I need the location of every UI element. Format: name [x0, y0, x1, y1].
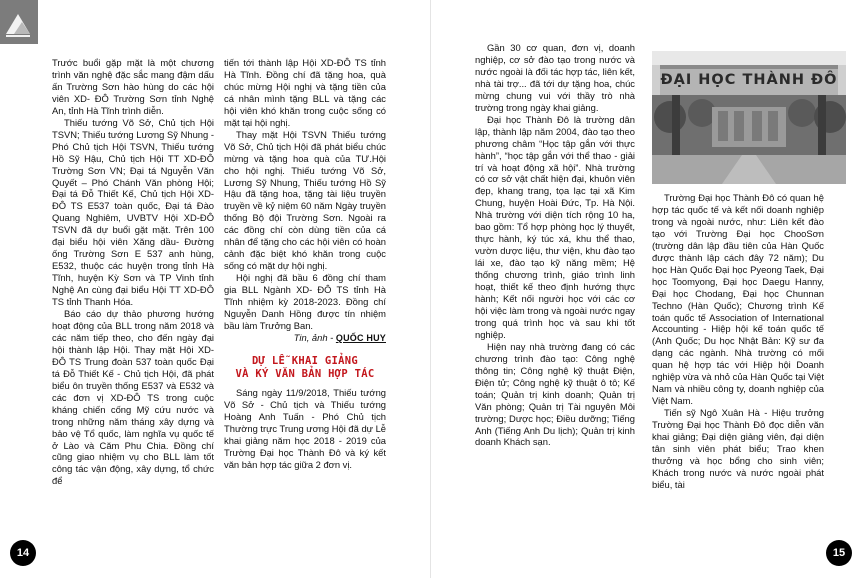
paragraph: Trường Đại học Thành Đô có quan hệ hợp tác quốc tế và kết nối doanh nghiệp trong và ngoài nước, như: Liên kết đào tạo với Trường Đại học ChooSơn (trường dân lập đầu tiên của Hàn Quốc được thành lập cách đây 72 năm); Du học Hàn Quốc Đại học Pyeong Taek, Đại học Toomyong, Đại học Daegu Hanny, Đại học Chodang, Đại học Chunnan Techno (Hàn Quốc); Chương trình Kế toán quốc tế Association of International Accounting - Hiệp hội kế toán quốc tế (Anh Quốc; Du học Nhật Bản: Kỹ sư đa dạng các ngành. Nhà trường có mối quan hệ hợp tác với Hiệp hội Doanh nghiệp vừa và nhỏ của Hàn Quốc tại Việt Nam và nhiều công ty, doanh nghiệp của Việt Nam.	[652, 192, 824, 407]
headline-line-1: DỰ LỄ KHAI GIẢNG	[252, 354, 358, 367]
paragraph: Trước buổi gặp mặt là một chương trình văn nghệ đặc sắc mang đậm dấu ấn Trường Sơn hào hùng do các hội viên XD- ĐÔ Trường Sơn tỉnh Nghệ An, tỉnh Hà Tĩnh trình diễn.	[52, 57, 214, 116]
paragraph: tiến tới thành lập Hội XD-ĐÔ TS tỉnh Hà Tĩnh. Đồng chí đã tặng hoa, quà chúc mừng Hội nghị và tặng tiền của cá nhân mình tặng BLL và tặng các hội viên khó khăn trong cuộc sống có mặt tại hội nghị.	[224, 57, 386, 128]
page-number-left: 14	[10, 540, 36, 566]
article-headline	[224, 355, 386, 381]
article-column-3	[475, 42, 635, 448]
corner-emblem	[0, 0, 38, 44]
paragraph: Thiếu tướng Võ Sở, Chủ tịch Hội TSVN; Thiếu tướng Lương Sỹ Nhung - Phó Chủ tịch Hội TSVN, Thiếu tướng Hồ Sỹ Hậu, Chủ tịch Hội TT XD-ĐÔ Trường Sơn VN; Đại tá Nguyễn Văn Quyết – Phó Chánh Văn phòng Hội; Đại tá Đỗ Thiết Kế, Chủ tịch Hội XD-ĐÔ TS E537 toàn quốc, Đại tá Đào Quang Nghiêm, UVBTV Hội XD-ĐÔ TSVN đã dự buổi gặt mặt. Trên 100 đại biểu hội viên Xăng dầu- Đường ống Trường Sơn E 537 anh hùng, E532, thuộc các huyện trong tỉnh Hà Tĩnh, huyện Kỳ Sơn và TP Vinh tỉnh Nghệ An cùng đại biểu Hội TT XD-ĐÔ TS tỉnh Thanh Hóa.	[52, 116, 214, 308]
gate-photo-image	[652, 51, 846, 184]
university-gate-photo	[652, 51, 846, 184]
byline-author: QUỐC HUY	[335, 332, 386, 343]
gate-sign-text: ĐẠI HỌC THÀNH ĐÔ	[660, 72, 838, 88]
byline	[224, 332, 386, 345]
mountain-icon	[0, 0, 38, 44]
article-column-4	[652, 192, 824, 491]
paragraph: Tiến sỹ Ngô Xuân Hà - Hiệu trưởng Trường Đại học Thành Đô đọc diễn văn khai giảng; Đại diện giảng viên, đại diện tân sinh viên phát biểu; Trao khen thưởng và học bổng cho sinh viên; Khách trong nước và nước ngoài phát biểu, tài	[652, 407, 824, 490]
paragraph: Thay mặt Hội TSVN Thiếu tướng Võ Sở, Chủ tịch Hội đã phát biểu chúc mừng và tặng hoa quà của TƯ.Hội cho hội nghị. Thiếu tướng Võ Sở, Lương Sỹ Nhung, Thiếu tướng Hồ Sỹ Hậu đã tặng hoa, tặng tài liệu truyền truyền về kỷ niệm 60 năm Ngày truyền thống Bộ đội Trường Sơn. Ngoài ra các đồng chí còn dùng tiền của cá nhân để tặng cho các hội viên có hoàn cảnh đặc biệt khó khăn trong cuộc sống có mặt dự hội nghị.	[224, 128, 386, 272]
paragraph: Sáng ngày 11/9/2018, Thiếu tướng Võ Sở - Chủ tịch và Thiếu tướng Hoàng Anh Tuấn - Phó Chủ tịch Thường trực Trung ương Hội đã dự Lễ khai giảng năm học 2018 - 2019 của Trường Đại học Thành Đô và ký kết văn bản hợp tác giữa 2 đơn vị.	[224, 386, 386, 470]
paragraph: Báo cáo dự thảo phương hướng hoạt động của BLL trong năm 2018 và các năm tiếp theo, cho đến ngày đại hội thành lập Hội. Thay mặt Hội XD-ĐÔ TS Trung đoàn 537 toàn quốc Đại tá Đỗ Thiết Kế - Chủ tịch Hội, đã phát biểu ôn truyền thống E537 và E532 và các đơn vị XD-ĐÔ TS trong cuộc kháng chiến cống Mỹ cứu nước và trong những năm tháng xây dựng và bảo vệ Tổ quốc, làm nghĩa vụ quốc tế ở Lào và Căm Phu Chia. Đồng chí cũng giao nhiệm vụ cho BLL làm tốt công tác vận động, xây dựng, tổ chức để	[52, 308, 214, 487]
page-number-right: 15	[826, 540, 852, 566]
article-column-1	[52, 57, 214, 487]
byline-prefix: Tin, ảnh -	[293, 331, 336, 343]
paragraph: Hiện nay nhà trường đang có các chương trình đào tạo: Công nghệ thông tin; Công nghệ kỹ thuật Điện, Điện tử; Công nghệ kỹ thuật ô tô; Kế toán; Quản trị kinh doanh; Quản trị Văn phòng; Quản trị Tài nguyên Môi trường; Dược học; Điều dưỡng; Tiếng Anh (Tiếng Anh Du lịch); Quản trị kinh doanh Khách sạn.	[475, 340, 635, 448]
paragraph: Gần 30 cơ quan, đơn vị, doanh nghiệp, cơ sở đào tạo trong nước và nước ngoài là đối tác hợp tác, liên kết, nhà tài trợ... đã tới dự tặng hoa, chúc mừng chung vui với thầy trò nhà trường trong ngày khai giảng.	[475, 42, 635, 113]
headline-line-2: VÀ KÝ VĂN BẢN HỢP TÁC	[235, 367, 375, 380]
paragraph: Hội nghị đã bầu 6 đồng chí tham gia BLL Ngành XD- ĐÔ TS tỉnh Hà Tĩnh nhiệm kỳ 2018-2023. Đồng chí Nguyễn Danh Hồng được tín nhiệm bầu làm Trưởng Ban.	[224, 272, 386, 331]
paragraph: Đại học Thành Đô là trường dân lập, thành lập năm 2004, đào tạo theo phương châm “Học tập gắn với thực hành”, “học tập gắn với thể thao - giải trí và hoạt động xã hội”. Nhà trường có cơ sở vật chất hiện đại, khuôn viên đẹp, khang trang, tọa lạc tại xã Kim Chung, huyện Hoài Đức, Tp. Hà Nội. Nhà trường với diện tích rộng 10 ha, bao gồm: Tổ hợp phòng học lý thuyết, thực hành, ký túc xá, khu thể thao, vườn dược liệu, thư viện, khu đào tạo lái xe, đào tạo kỹ năng mềm; Hệ thống chương trình, giáo trình linh hoạt, thiết kế theo định hướng thực hành; Kết nối người học với các cơ hội việc làm trong và ngoài nước ngay trong quá trình học và sau khi tốt nghiệp.	[475, 113, 635, 340]
article-column-2	[224, 57, 386, 471]
